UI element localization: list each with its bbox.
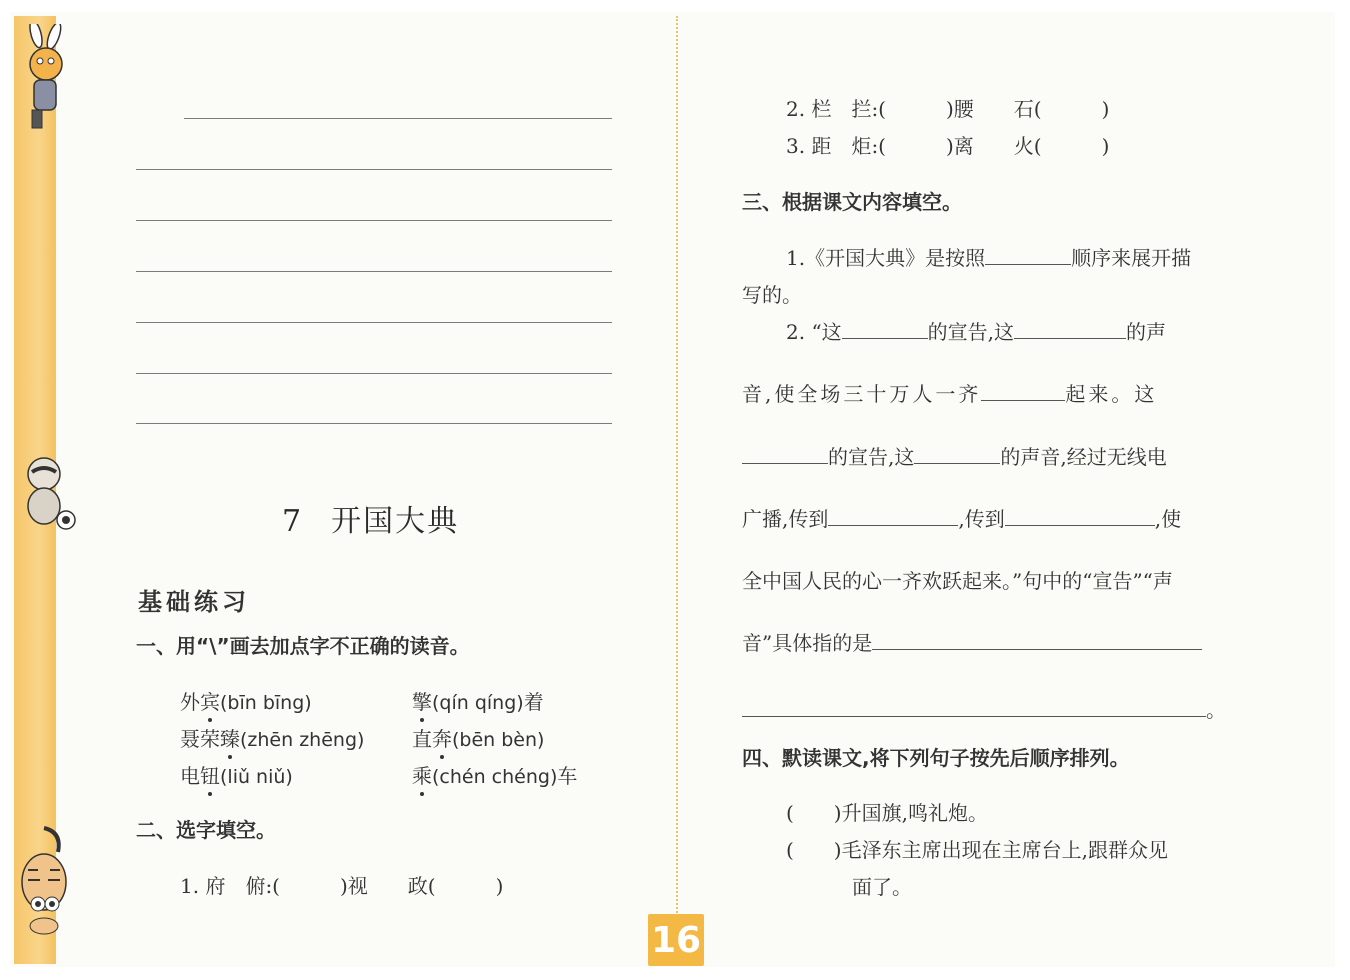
dotted-char: 钮: [200, 764, 220, 788]
answer-blank[interactable]: [1005, 507, 1155, 526]
pinyin-item: 直奔(bēn bèn): [412, 727, 545, 751]
question-2-item-2[interactable]: 2. 栏 拦:( )腰 石( ): [786, 97, 1110, 121]
dotted-char: 乘: [412, 764, 432, 788]
dotted-char: 奔: [432, 727, 452, 751]
writing-line[interactable]: [136, 373, 612, 374]
chapter-name: 开国大典: [331, 504, 460, 539]
q3-line-8: 。: [742, 694, 1226, 723]
writing-line[interactable]: [136, 271, 612, 272]
answer-blank[interactable]: [872, 631, 1202, 650]
answer-blank[interactable]: [828, 507, 958, 526]
order-input[interactable]: ( ): [786, 801, 842, 825]
answer-blank[interactable]: [842, 320, 928, 339]
page-fold-divider: [676, 16, 684, 916]
order-input[interactable]: ( ): [786, 838, 842, 862]
writing-line[interactable]: [136, 169, 612, 170]
question-3-heading: 三、根据课文内容填空。: [742, 190, 962, 214]
q4-item-1: ( )升国旗,鸣礼炮。: [786, 801, 988, 825]
q3-line-2: 2. “这 的宣告,这 的声: [786, 320, 1167, 344]
q3-line-1: 1.《开国大典》是按照 顺序来展开描: [786, 246, 1192, 270]
pinyin-item: 外宾(bīn bīng): [180, 690, 312, 714]
answer-blank[interactable]: [742, 445, 828, 464]
dotted-char: 宾: [200, 690, 220, 714]
writing-line[interactable]: [136, 423, 612, 424]
chapter-title: [282, 496, 459, 540]
writing-line[interactable]: [136, 220, 612, 221]
q3-line-4: 的宣告,这 的声音,经过无线电: [742, 441, 1167, 470]
chapter-number: 7: [282, 504, 304, 539]
answer-blank[interactable]: [985, 246, 1071, 265]
question-4-heading: 四、默读课文,将下列句子按先后顺序排列。: [742, 746, 1130, 770]
answer-blank[interactable]: [914, 445, 1000, 464]
pinyin-item: 电钮(liǔ niǔ): [180, 764, 293, 788]
q3-line-7: 音”具体指的是: [742, 627, 1202, 656]
q4-item-2-cont: 面了。: [852, 875, 912, 899]
writing-line[interactable]: [184, 118, 612, 119]
section-heading: 基础练习: [138, 588, 250, 616]
pinyin-item: 聂荣臻(zhēn zhēng): [180, 727, 365, 751]
question-2-item-3[interactable]: 3. 距 炬:( )离 火( ): [786, 134, 1110, 158]
q3-line-1-cont: 写的。: [742, 283, 802, 307]
raccoon-mascot-icon: [14, 450, 76, 540]
answer-blank[interactable]: [1014, 320, 1126, 339]
q3-line-3: 音,使全场三十万人一齐 起来。这: [742, 382, 1158, 406]
q3-line-6: 全中国人民的心一齐欢跃起来。”句中的“宣告”“声: [742, 569, 1173, 593]
page-number: 16: [648, 914, 704, 966]
question-1-heading: 一、用“\”画去加点字不正确的读音。: [136, 634, 470, 658]
answer-blank[interactable]: [742, 698, 1206, 717]
writing-line[interactable]: [136, 322, 612, 323]
question-2-heading: 二、选字填空。: [136, 818, 276, 842]
pinyin-item: 擎(qín qíng)着: [412, 690, 544, 714]
q3-line-5: 广播,传到 ,传到 ,使: [742, 507, 1182, 531]
question-2-item-1[interactable]: 1. 府 俯:( )视 政( ): [180, 874, 504, 898]
pinyin-item: 乘(chén chéng)车: [412, 764, 578, 788]
rabbit-mascot-icon: [14, 24, 76, 134]
tiger-mascot-icon: [14, 822, 76, 938]
dotted-char: 臻: [220, 727, 240, 751]
dotted-char: 擎: [412, 690, 432, 714]
q4-item-2: ( )毛泽东主席出现在主席台上,跟群众见: [786, 838, 1168, 862]
answer-blank[interactable]: [981, 382, 1065, 401]
